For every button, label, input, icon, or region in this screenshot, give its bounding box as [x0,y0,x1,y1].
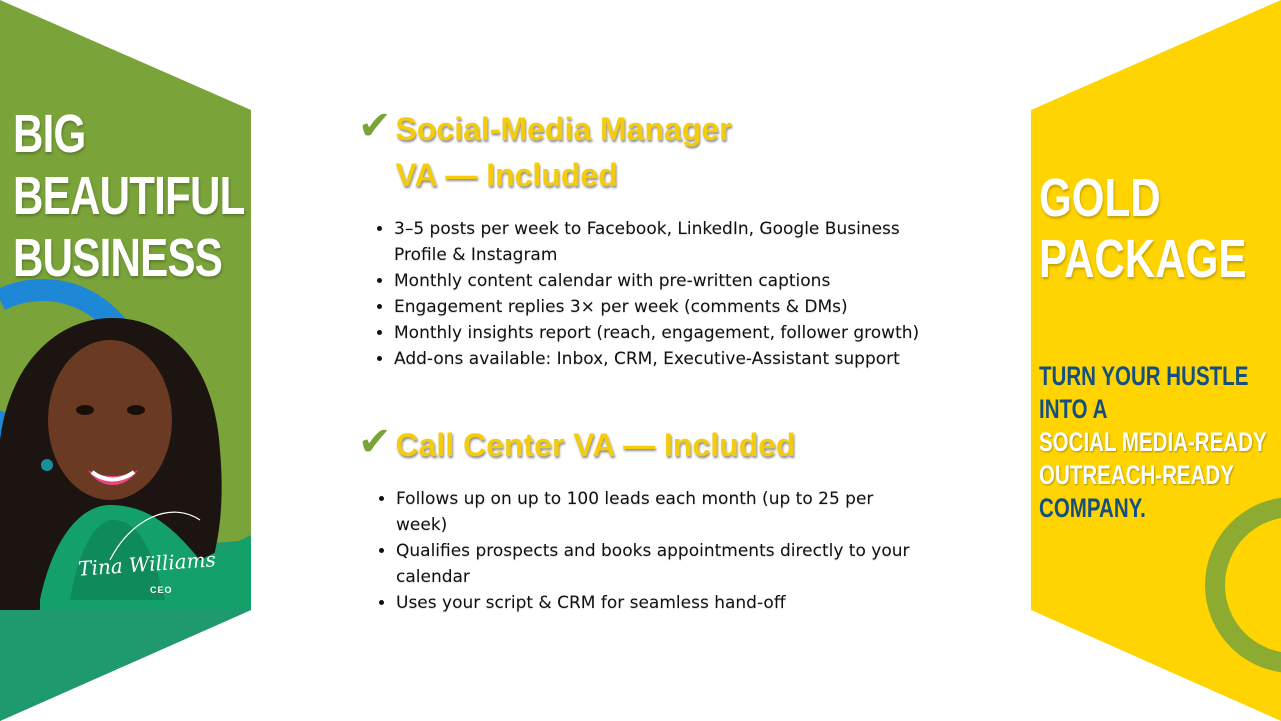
social-media-features-list [372,216,939,372]
package-tagline [1039,360,1267,525]
list-item: • Monthly insights report (reach, engagement, follower growth) [394,320,939,346]
list-item: • Uses your script & CRM for seamless hand-off [396,590,921,616]
right-package-panel [1031,0,1281,721]
call-center-features-list [374,486,921,616]
package-title [1039,168,1247,290]
brand-title-line: BIG [13,104,86,164]
signature-name: Tina Williams [77,547,217,581]
list-item: • Qualifies prospects and books appointments directly to your calendar [396,538,921,590]
package-title-line: GOLD [1039,168,1161,228]
tagline-line: COMPANY. [1039,493,1146,523]
package-title-line: PACKAGE [1039,229,1247,289]
tagline-line: INTO A [1039,394,1108,424]
brand-title-line: BEAUTIFUL [13,166,245,226]
section-title-line: Call Center VA — Included [395,427,796,463]
list-item: • Monthly content calendar with pre-written captions [394,268,939,294]
list-item: • 3–5 posts per week to Facebook, LinkedIn, Google Business Profile & Instagram [394,216,939,268]
tagline-line: SOCIAL MEDIA-READY [1039,427,1267,457]
section-heading-call-center [358,419,796,468]
list-item: • Follows up on up to 100 leads each month (up to 25 per week) [396,486,921,538]
tagline-line: TURN YOUR HUSTLE [1039,361,1249,391]
left-brand-panel [0,0,251,721]
section-title [396,106,732,198]
section-title [396,422,796,468]
brand-title [13,103,245,289]
checkmark-icon: ✔ [358,419,392,465]
tagline-line: OUTREACH-READY [1039,460,1234,490]
list-item: • Add-ons available: Inbox, CRM, Executive-Assistant support [394,346,939,372]
list-item: • Engagement replies 3× per week (comments & DMs) [394,294,939,320]
section-title-line: VA — Included [395,157,618,193]
section-heading-social-media [358,103,732,198]
section-title-line: Social-Media Manager [395,111,732,147]
checkmark-icon: ✔ [358,103,392,149]
signature-role: CEO [150,585,173,595]
brand-title-line: BUSINESS [13,228,223,288]
